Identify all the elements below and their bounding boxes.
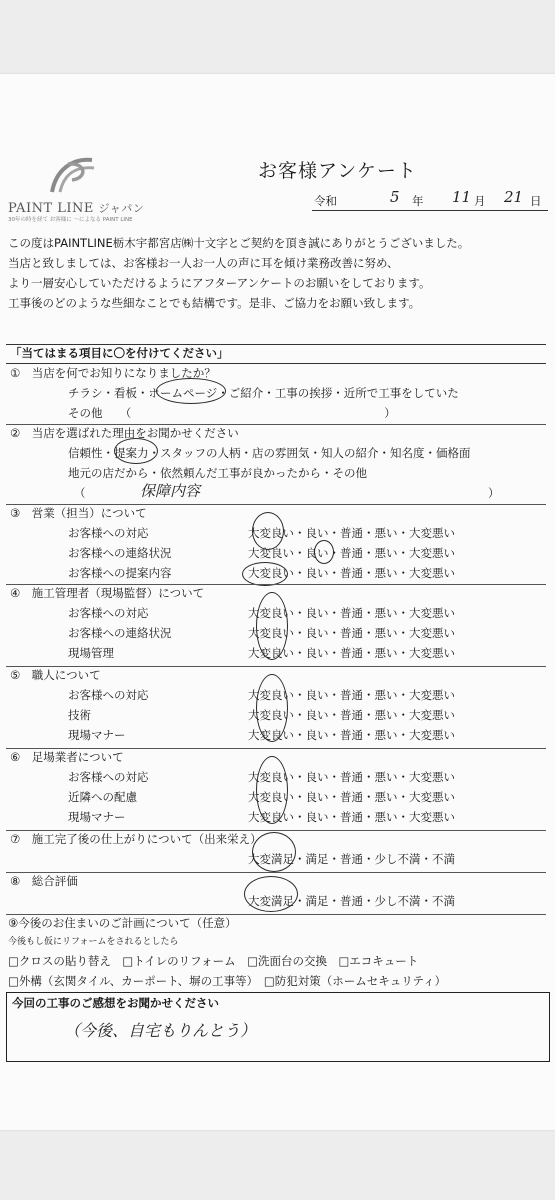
q3-row-label: お客様への対応	[68, 526, 149, 540]
intro-line: 当店と致しましては、お客様お一人お一人の声に耳を傾け業務改善に努め、	[8, 256, 399, 270]
q9-options-2: □外構（玄関タイル、カーポート、塀の工事等） □防犯対策（ホームセキュリティ）	[8, 974, 447, 988]
q3-rating-scale: 大変良い・良い・普通・悪い・大変悪い	[248, 546, 455, 560]
comment-label: 今回の工事のご感想をお聞かせください	[12, 996, 219, 1010]
q6-row-label: 近隣への配慮	[68, 790, 137, 804]
q1-label: ① 当店を何でお知りになりましたか？	[10, 366, 216, 380]
date-month-unit: 月	[474, 194, 486, 208]
q4-answer-circle	[256, 592, 288, 660]
q5-rating-scale: 大変良い・良い・普通・悪い・大変悪い	[248, 728, 455, 742]
date-day: 21	[504, 188, 524, 206]
intro-line: この度はPAINTLINE栃木宇都宮店㈱十文字とご契約を頂き誠にありがとうございました。	[8, 236, 470, 250]
q8-finish-scale: 大変満足・満足・普通・少し不満・不満	[248, 894, 455, 908]
instruction-text: 「当てはまる項目に〇を付けてください」	[10, 346, 229, 360]
divider	[6, 666, 546, 667]
q4-row-label: 現場管理	[68, 646, 114, 660]
date-era: 令和	[314, 194, 337, 208]
q5-row-label: 技術	[68, 708, 91, 722]
q9-label: ⑨今後のお住まいのご計画について（任意）	[8, 916, 237, 930]
q7-label: ⑦ 施工完了後の仕上がりについて（出来栄え）	[10, 832, 262, 846]
comment-answer: （今後、自宅もりんとう）	[64, 1021, 257, 1040]
divider	[6, 830, 546, 831]
q2-other-answer: 保障内容	[140, 482, 201, 500]
q3-answer-circle	[242, 562, 288, 586]
q4-rating-scale: 大変良い・良い・普通・悪い・大変悪い	[248, 626, 455, 640]
q2-other-open: （	[74, 486, 86, 500]
date-month: 11	[452, 188, 472, 206]
q3-row-label: お客様への提案内容	[68, 566, 172, 580]
q4-row-label: お客様への対応	[68, 606, 149, 620]
date-year-unit: 年	[412, 194, 424, 208]
q4-row-label: お客様への連絡状況	[68, 626, 172, 640]
intro-line: 工事後のどのような些細なことでも結構です。是非、ご協力をお願い致します。	[8, 296, 421, 310]
q3-rating-scale: 大変良い・良い・普通・悪い・大変悪い	[248, 566, 455, 580]
q6-label: ⑥ 足場業者について	[10, 750, 124, 764]
q2-other-close: ）	[488, 486, 500, 500]
page-title: お客様アンケート	[258, 160, 417, 182]
intro-line: より一層安心していただけるようにアフターアンケートのお願いをしております。	[8, 276, 431, 290]
logo-tagline: 30年の時を経て お客様に ～によなる PAINT LINE	[8, 217, 133, 223]
q3-row-label: お客様への連絡状況	[68, 546, 172, 560]
paint-line-logo-icon	[42, 152, 102, 198]
divider	[6, 872, 546, 873]
logo-brand: PAINT LINE	[8, 201, 94, 216]
divider	[6, 914, 546, 915]
q4-rating-scale: 大変良い・良い・普通・悪い・大変悪い	[248, 646, 455, 660]
q1-options: チラシ・看板・ホームページ・ご紹介・工事の挨拶・近所で工事をしていた	[68, 386, 459, 400]
q7-answer-circle	[252, 832, 296, 872]
logo-brand-sub: ジャパン	[98, 202, 145, 215]
q6-rating-scale: 大変良い・良い・普通・悪い・大変悪い	[248, 790, 455, 804]
divider	[6, 424, 546, 425]
q2-options-1: 信頼性・提案力・スタッフの人柄・店の雰囲気・知人の紹介・知名度・価格面	[68, 446, 471, 460]
q4-rating-scale: 大変良い・良い・普通・悪い・大変悪い	[248, 606, 455, 620]
q2-answer-circle	[114, 438, 158, 464]
q6-row-label: 現場マナー	[68, 810, 126, 824]
q8-answer-circle	[244, 876, 298, 912]
q1-other: その他 （ ）	[68, 406, 396, 420]
q9-subtext: 今後もし仮にリフォームをされるとしたら	[8, 937, 179, 947]
q6-row-label: お客様への対応	[68, 770, 149, 784]
q3-answer-circle	[314, 540, 334, 564]
q8-label: ⑧ 総合評価	[10, 874, 78, 888]
q3-rating-scale: 大変良い・良い・普通・悪い・大変悪い	[248, 526, 455, 540]
q9-options-1: □クロスの貼り替え □トイレのリフォーム □洗面台の交換 □エコキュート	[8, 954, 419, 968]
q3-label: ③ 営業（担当）について	[10, 506, 147, 520]
q5-row-label: 現場マナー	[68, 728, 126, 742]
q5-rating-scale: 大変良い・良い・普通・悪い・大変悪い	[248, 688, 455, 702]
date-day-unit: 日	[530, 194, 542, 208]
q5-answer-circle	[256, 674, 288, 742]
q5-row-label: お客様への対応	[68, 688, 149, 702]
date-year: 5	[390, 188, 400, 206]
q5-label: ⑤ 職人について	[10, 668, 101, 682]
divider	[6, 584, 546, 585]
q6-answer-circle	[256, 756, 288, 824]
q2-label: ② 当店を選ばれた理由をお聞かせください	[10, 426, 239, 440]
q4-label: ④ 施工管理者（現場監督）について	[10, 586, 205, 600]
divider	[6, 504, 546, 505]
divider	[6, 748, 546, 749]
q2-options-2: 地元の店だから・依然頼んだ工事が良かったから・その他	[68, 466, 367, 480]
survey-sheet	[0, 74, 555, 1130]
q3-answer-circle	[252, 512, 284, 550]
q5-rating-scale: 大変良い・良い・普通・悪い・大変悪い	[248, 708, 455, 722]
q1-answer-circle	[156, 378, 226, 404]
q7-finish-scale: 大変満足・満足・普通・少し不満・不満	[248, 852, 455, 866]
q6-rating-scale: 大変良い・良い・普通・悪い・大変悪い	[248, 810, 455, 824]
q6-rating-scale: 大変良い・良い・普通・悪い・大変悪い	[248, 770, 455, 784]
